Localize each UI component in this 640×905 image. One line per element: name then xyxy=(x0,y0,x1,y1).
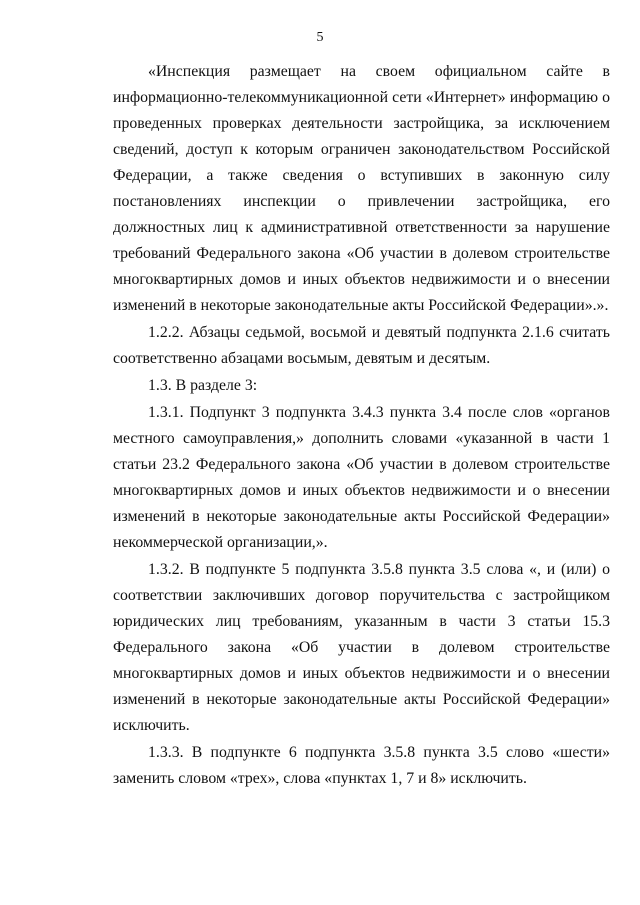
paragraph-1-2-2: 1.2.2. Абзацы седьмой, восьмой и девятый подпункта 2.1.6 считать соответственно абзацами восьмым, девятым и десятым. xyxy=(113,324,610,367)
paragraph-1-3-2: 1.3.2. В подпункте 5 подпункта 3.5.8 пункта 3.5 слова «, и (или) о соответствии заключивших договор поручительства с застройщиком юридических лиц требованиям, указанным в части 3 статьи 15.3 Федерального закона «Об участии в долевом строительстве многоквартирных домов и иных объектов недвижимости и о внесении изменений в некоторые законодательные акты Российской Федерации» исключить. xyxy=(113,561,610,734)
paragraph-1-3-heading: 1.3. В разделе 3: xyxy=(148,377,258,394)
paragraph-inspection-website: «Инспекция размещает на своем официальном сайте в информационно-телекоммуникационной сети «Интернет» информацию о проведенных проверках деятельности застройщика, за исключением сведений, доступ к которым ограничен законодательством Российской Федерации, а также сведения о вступивших в законную силу постановлениях инспекции о привлечении застройщика, его должностных лиц к административной ответственности за нарушение требований Федерального закона «Об участии в долевом строительстве многоквартирных домов и иных объектов недвижимости и о внесении изменений в некоторые законодательные акты Российской Федерации».». xyxy=(113,63,610,314)
paragraph-1-3-1: 1.3.1. Подпункт 3 подпункта 3.4.3 пункта 3.4 после слов «органов местного самоуправления,» дополнить словами «указанной в части 1 статьи 23.2 Федерального закона «Об участии в долевом строительстве многоквартирных домов и иных объектов недвижимости и о внесении изменений в некоторые законодательные акты Российской Федерации» некоммерческой организации,». xyxy=(113,404,610,551)
paragraph-1-3-3: 1.3.3. В подпункте 6 подпункта 3.5.8 пункта 3.5 слово «шести» заменить словом «трех», слова «пунктах 1, 7 и 8» исключить. xyxy=(113,744,610,787)
page-number: 5 xyxy=(316,30,324,45)
document-body xyxy=(113,59,610,792)
